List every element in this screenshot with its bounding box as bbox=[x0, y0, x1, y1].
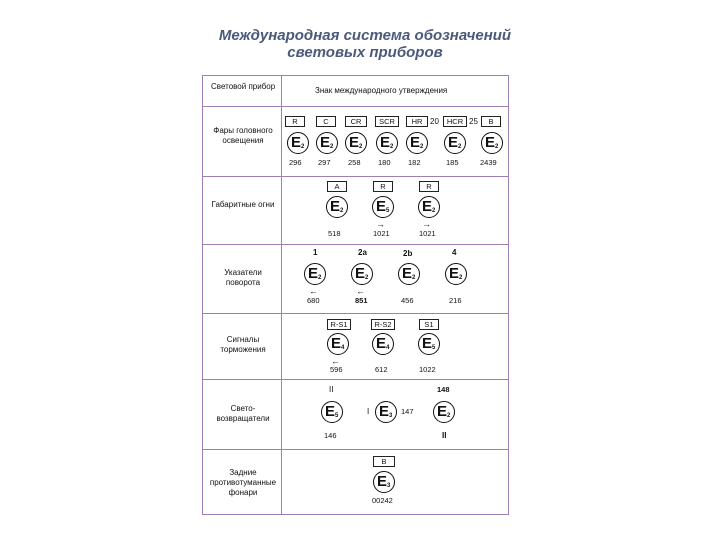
e-mark bbox=[444, 132, 466, 154]
approval-number: 146 bbox=[324, 431, 337, 440]
e-letter: E bbox=[448, 134, 459, 151]
country-code: 2 bbox=[495, 144, 499, 150]
e-letter: E bbox=[449, 265, 460, 282]
reflector-class: I bbox=[367, 407, 370, 416]
country-code: 2 bbox=[459, 275, 463, 281]
e-letter: E bbox=[402, 265, 413, 282]
category-number: 2b bbox=[403, 249, 413, 258]
e-mark bbox=[326, 196, 348, 218]
approval-number: 185 bbox=[446, 158, 459, 167]
e-mark bbox=[481, 132, 503, 154]
e-letter: E bbox=[437, 403, 448, 420]
e-mark bbox=[375, 401, 397, 423]
category-box: HCR bbox=[443, 116, 467, 127]
arrow-left-icon: ← bbox=[356, 286, 365, 296]
title-line-2: световых приборов bbox=[287, 44, 443, 61]
arrow-right-icon: → bbox=[376, 219, 385, 229]
approval-number: 1021 bbox=[419, 229, 436, 238]
approval-number: 680 bbox=[307, 296, 320, 305]
e-mark bbox=[406, 132, 428, 154]
country-code: 5 bbox=[432, 345, 436, 351]
e-mark bbox=[418, 333, 440, 355]
e-mark bbox=[372, 333, 394, 355]
approval-number: 1022 bbox=[419, 365, 436, 374]
label-rear-fog-lamps: Задние противотуманные фонари bbox=[209, 468, 277, 497]
category-box: R-S1 bbox=[327, 319, 351, 330]
row-divider bbox=[203, 449, 508, 450]
header-approval-mark: Знак международного утверждения bbox=[315, 86, 448, 95]
country-code: 2 bbox=[301, 144, 305, 150]
country-code: 2 bbox=[458, 144, 462, 150]
row-divider bbox=[203, 379, 508, 380]
country-code: 2 bbox=[447, 413, 451, 419]
e-letter: E bbox=[376, 198, 387, 215]
approval-number: 518 bbox=[328, 229, 341, 238]
e-letter: E bbox=[308, 265, 319, 282]
country-code: 4 bbox=[386, 345, 390, 351]
approval-number: 296 bbox=[289, 158, 302, 167]
e-mark bbox=[327, 333, 349, 355]
e-letter: E bbox=[376, 335, 387, 352]
e-mark bbox=[287, 132, 309, 154]
e-letter: E bbox=[410, 134, 421, 151]
country-code: 2 bbox=[432, 208, 436, 214]
e-letter: E bbox=[325, 403, 336, 420]
approval-number: 297 bbox=[318, 158, 331, 167]
category-box: R-S2 bbox=[371, 319, 395, 330]
country-code: 2 bbox=[330, 144, 334, 150]
e-mark bbox=[418, 196, 440, 218]
e-mark bbox=[345, 132, 367, 154]
country-code: 2 bbox=[340, 208, 344, 214]
row-divider bbox=[203, 106, 508, 107]
country-code: 5 bbox=[386, 208, 390, 214]
country-code: 3 bbox=[387, 483, 391, 489]
category-box: R bbox=[285, 116, 305, 127]
reflector-class: II bbox=[442, 431, 447, 440]
e-letter: E bbox=[291, 134, 302, 151]
row-divider bbox=[203, 244, 508, 245]
e-letter: E bbox=[349, 134, 360, 151]
label-headlights: Фары головного освещения bbox=[213, 126, 273, 145]
e-letter: E bbox=[379, 403, 390, 420]
label-position-lamps: Габаритные огни bbox=[211, 200, 275, 209]
country-code: 2 bbox=[390, 144, 394, 150]
e-mark bbox=[373, 471, 395, 493]
approval-number: 182 bbox=[408, 158, 421, 167]
country-code: 4 bbox=[341, 345, 345, 351]
e-mark bbox=[372, 196, 394, 218]
e-letter: E bbox=[422, 335, 433, 352]
approval-number: 258 bbox=[348, 158, 361, 167]
e-letter: E bbox=[485, 134, 496, 151]
approval-number: 596 bbox=[330, 365, 343, 374]
e-letter: E bbox=[422, 198, 433, 215]
approval-number: 1021 bbox=[373, 229, 390, 238]
country-code: 2 bbox=[412, 275, 416, 281]
category-number: 1 bbox=[313, 248, 318, 257]
e-letter: E bbox=[377, 473, 388, 490]
e-letter: E bbox=[331, 335, 342, 352]
category-number: 2a bbox=[358, 248, 367, 257]
category-box: C bbox=[316, 116, 336, 127]
box-number: 25 bbox=[469, 117, 478, 126]
reflector-class: II bbox=[329, 385, 334, 394]
category-box: HR bbox=[406, 116, 428, 127]
category-box: B bbox=[373, 456, 395, 467]
approval-number: 00242 bbox=[372, 496, 393, 505]
e-mark bbox=[321, 401, 343, 423]
country-code: 5 bbox=[335, 413, 339, 419]
arrow-left-icon: ← bbox=[309, 286, 318, 296]
e-mark bbox=[376, 132, 398, 154]
category-box: A bbox=[327, 181, 347, 192]
category-box: CR bbox=[345, 116, 367, 127]
category-box: R bbox=[419, 181, 439, 192]
label-turn-indicators: Указатели поворота bbox=[224, 268, 262, 287]
e-mark bbox=[316, 132, 338, 154]
title-line-1: Международная система обозначений bbox=[218, 27, 512, 44]
approval-number: 612 bbox=[375, 365, 388, 374]
e-mark bbox=[445, 263, 467, 285]
approval-number: 147 bbox=[401, 407, 414, 416]
approval-number: 180 bbox=[378, 158, 391, 167]
category-box: R bbox=[373, 181, 393, 192]
country-code: 2 bbox=[365, 275, 369, 281]
approval-number: 2439 bbox=[480, 158, 497, 167]
header-device: Световой прибор bbox=[211, 82, 276, 91]
e-letter: E bbox=[330, 198, 341, 215]
e-letter: E bbox=[320, 134, 331, 151]
country-code: 2 bbox=[359, 144, 363, 150]
arrow-left-icon: ← bbox=[331, 356, 340, 366]
e-mark bbox=[398, 263, 420, 285]
approval-number: 216 bbox=[449, 296, 462, 305]
approval-number: 456 bbox=[401, 296, 414, 305]
country-code: 2 bbox=[318, 275, 322, 281]
approval-number: 851 bbox=[355, 296, 368, 305]
e-mark bbox=[304, 263, 326, 285]
row-divider bbox=[203, 313, 508, 314]
e-mark bbox=[433, 401, 455, 423]
e-mark bbox=[351, 263, 373, 285]
e-letter: E bbox=[380, 134, 391, 151]
arrow-right-icon: → bbox=[422, 219, 431, 229]
row-divider bbox=[203, 176, 508, 177]
country-code: 2 bbox=[420, 144, 424, 150]
category-box: S1 bbox=[419, 319, 439, 330]
box-number: 20 bbox=[430, 117, 439, 126]
category-box: SCR bbox=[375, 116, 399, 127]
category-box: B bbox=[481, 116, 501, 127]
approval-marks-table bbox=[202, 75, 509, 515]
label-brake-lamps: Сигналы торможения bbox=[220, 335, 266, 354]
category-number: 4 bbox=[452, 248, 457, 257]
country-code: 3 bbox=[389, 413, 393, 419]
e-letter: E bbox=[355, 265, 366, 282]
label-reflectors: Свето-возвращатели bbox=[216, 404, 270, 423]
approval-number: 148 bbox=[437, 385, 450, 394]
